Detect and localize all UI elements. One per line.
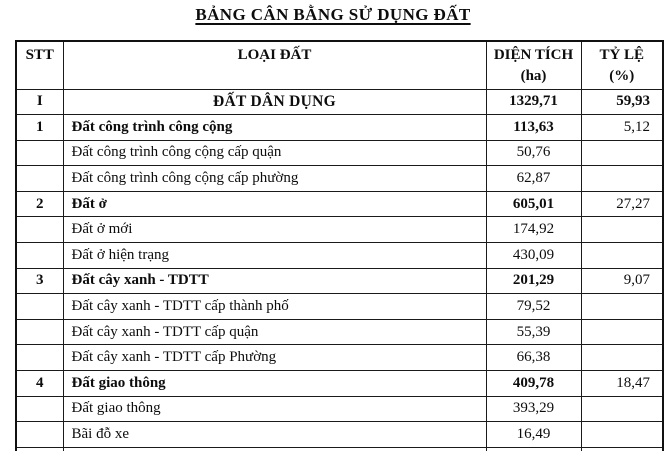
stt-cell xyxy=(16,217,63,243)
stt-cell: I xyxy=(16,89,63,115)
ratio-cell xyxy=(581,396,663,422)
area-cell: 1329,71 xyxy=(486,89,581,115)
ratio-cell xyxy=(581,243,663,269)
table-row-group-giao-thong xyxy=(16,371,663,397)
table-row-sub xyxy=(16,319,663,345)
header-stt: STT xyxy=(16,41,63,89)
stt-cell: 3 xyxy=(16,268,63,294)
ratio-cell xyxy=(581,447,663,451)
stt-cell: 2 xyxy=(16,191,63,217)
table-row-group-cay-xanh-tdtt xyxy=(16,268,663,294)
document-title: BẢNG CÂN BẰNG SỬ DỤNG ĐẤT xyxy=(195,5,471,24)
table-row-section-dat-dan-dung xyxy=(16,89,663,115)
area-cell: 16,49 xyxy=(486,422,581,448)
label-cell: Đất cây xanh - TDTT cấp thành phố xyxy=(63,294,486,320)
label-cell: Đất ở xyxy=(63,191,486,217)
label-cell: Đất giao thông xyxy=(63,371,486,397)
ratio-cell: 59,93 xyxy=(581,89,663,115)
area-cell: 409,78 xyxy=(486,371,581,397)
stt-cell: 1 xyxy=(16,115,63,141)
area-cell: 174,92 xyxy=(486,217,581,243)
ratio-cell: 27,27 xyxy=(581,191,663,217)
label-cell: Đất ở hiện trạng xyxy=(63,243,486,269)
land-use-table xyxy=(15,40,664,451)
header-ratio xyxy=(581,41,663,89)
area-cell: 393,29 xyxy=(486,396,581,422)
stt-cell xyxy=(16,447,63,451)
ratio-cell: 5,12 xyxy=(581,115,663,141)
header-land-type: LOẠI ĐẤT xyxy=(63,41,486,89)
label-cell: Đất cây xanh - TDTT cấp quận xyxy=(63,319,486,345)
table-row-group-dat-o xyxy=(16,191,663,217)
label-cell: Đất cây xanh - TDTT cấp Phường xyxy=(63,345,486,371)
ratio-cell: 18,47 xyxy=(581,371,663,397)
table-row-sub xyxy=(16,140,663,166)
stt-cell xyxy=(16,140,63,166)
area-cell: 66,38 xyxy=(486,345,581,371)
table-row-partial-clipped xyxy=(16,447,663,451)
label-cell: Bãi đỗ xe xyxy=(63,422,486,448)
area-cell: 113,63 xyxy=(486,115,581,141)
table-row-sub xyxy=(16,294,663,320)
area-cell xyxy=(486,447,581,451)
header-row xyxy=(16,41,663,89)
label-cell: Đất công trình công cộng xyxy=(63,115,486,141)
area-cell: 201,29 xyxy=(486,268,581,294)
table-row-sub xyxy=(16,422,663,448)
area-cell: 62,87 xyxy=(486,166,581,192)
label-cell xyxy=(63,447,486,451)
area-cell: 79,52 xyxy=(486,294,581,320)
stt-cell: 4 xyxy=(16,371,63,397)
table-row-group-cong-trinh-cong-cong xyxy=(16,115,663,141)
stt-cell xyxy=(16,319,63,345)
label-cell: ĐẤT DÂN DỤNG xyxy=(63,89,486,115)
stt-cell xyxy=(16,166,63,192)
table-row-sub xyxy=(16,217,663,243)
header-ratio-unit: (%) xyxy=(609,68,635,84)
stt-cell xyxy=(16,396,63,422)
label-cell: Đất công trình công cộng cấp phường xyxy=(63,166,486,192)
label-cell: Đất giao thông xyxy=(63,396,486,422)
header-area xyxy=(486,41,581,89)
header-ratio-title: TỶ LỆ xyxy=(599,47,645,63)
ratio-cell: 9,07 xyxy=(581,268,663,294)
ratio-cell xyxy=(581,294,663,320)
label-cell: Đất cây xanh - TDTT xyxy=(63,268,486,294)
stt-cell xyxy=(16,243,63,269)
stt-cell xyxy=(16,422,63,448)
table-row-sub xyxy=(16,243,663,269)
ratio-cell xyxy=(581,166,663,192)
ratio-cell xyxy=(581,422,663,448)
area-cell: 430,09 xyxy=(486,243,581,269)
header-area-title: DIỆN TÍCH xyxy=(493,47,574,63)
ratio-cell xyxy=(581,217,663,243)
stt-cell xyxy=(16,345,63,371)
label-cell: Đất ở mới xyxy=(63,217,486,243)
area-cell: 55,39 xyxy=(486,319,581,345)
stt-cell xyxy=(16,294,63,320)
label-cell: Đất công trình công cộng cấp quận xyxy=(63,140,486,166)
ratio-cell xyxy=(581,319,663,345)
table-row-sub xyxy=(16,396,663,422)
header-area-unit: (ha) xyxy=(520,68,547,84)
area-cell: 50,76 xyxy=(486,140,581,166)
ratio-cell xyxy=(581,345,663,371)
area-cell: 605,01 xyxy=(486,191,581,217)
table-row-sub xyxy=(16,345,663,371)
ratio-cell xyxy=(581,140,663,166)
table-header xyxy=(16,41,663,89)
table-row-sub xyxy=(16,166,663,192)
